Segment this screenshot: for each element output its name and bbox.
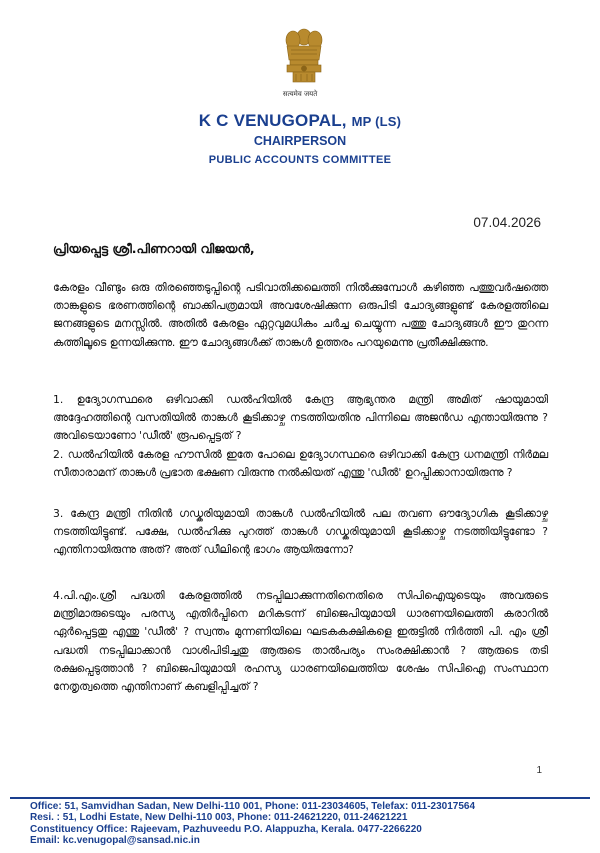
footer-contact bbox=[30, 801, 590, 846]
letter-date: 07.04.2026 bbox=[473, 215, 541, 230]
sender-designation: CHAIRPERSON bbox=[253, 134, 347, 148]
intro-paragraph: കേരളം വീണ്ടും ഒരു തിരഞ്ഞെടുപ്പിന്റെ പടിവാതിക്കലെത്തി നിൽക്കുമ്പോൾ കഴിഞ്ഞ പത്തുവർഷത്തെ താങ്കളുടെ ഭരണത്തിന്റെ ബാക്കിപത്രമായി അവശേഷിക്കുന്ന ഒരുപിടി ചോദ്യങ്ങളുണ്ട് കേരളത്തിലെ ജനങ്ങളുടെ മനസ്സിൽ. അതിൽ കേരളം ഏറ്റവുമധികം ചർച്ച ചെയ്യുന്ന പത്തു ചോദ്യങ്ങൾ ഈ തുറന്ന കത്തിലൂടെ ഉന്നയിക്കുന്നു. ഈ ചോദ്യങ്ങൾക്ക് താങ്കൾ ഉത്തരം പറയുമെന്നു പ്രതീക്ഷിക്കുന്നു. bbox=[53, 281, 548, 349]
question-paragraph-1-2: 1. ഉദ്യോഗസ്ഥരെ ഒഴിവാക്കി ഡൽഹിയിൽ കേന്ദ്ര ആഭ്യന്തര മന്ത്രി അമിത് ഷായുമായി അദ്ദേഹത്തിന്റെ വസതിയിൽ താങ്കൾ കൂടിക്കാഴ്ച നടത്തിയതിനു പിന്നിലെ അജൻഡ എന്തായിരുന്നു ? അവിടെയാണോ 'ഡീൽ' രൂപപ്പെട്ടത് ? 2. ഡൽഹിയിൽ കേരള ഹൗസിൽ ഇതേ പോലെ ഉദ്യോഗസ്ഥരെ ഒഴിവാക്കി കേന്ദ്ര ധനമന്ത്രി നിർമല സീതാരാമന് താങ്കൾ പ്രഭാത ഭക്ഷണ വിരുന്നു നൽകിയത് എന്തു 'ഡീൽ' ഉറപ്പിക്കാനായിരുന്നു ? bbox=[53, 393, 548, 479]
question-paragraph-4: 4.പി.എം.ശ്രീ പദ്ധതി കേരളത്തിൽ നടപ്പിലാക്കുന്നതിനെതിരെ സിപിഐയുടെയും അവരുടെ മന്ത്രിമാരുടെയും പരസ്യ എതിർപ്പിനെ മറികടന്ന് ബിജെപിയുമായി ധാരണയിലെത്തി കരാറിൽ ഏർപ്പെട്ടതു എന്തു 'ഡീൽ' ? സ്വന്തം മുന്നണിയിലെ ഘടകകക്ഷികളെ ഇരുട്ടിൽ നിർത്തി പി. എം ശ്രീ പദ്ധതി നടപ്പിലാക്കാൻ വാശിപിടിച്ചതു ആരുടെ താൽപര്യം സംരക്ഷിക്കാൻ ? ആരുടെ തടി രക്ഷപ്പെടുത്താൻ ? ബിജെപിയുമായി രഹസ്യ ധാരണയിലെത്തിയ ശേഷം സിപിഐ സംസ്ഥാന നേതൃത്വത്തെ എന്തിനാണ് കബളിപ്പിച്ചത് ? bbox=[53, 589, 548, 694]
footer-divider bbox=[10, 797, 590, 799]
page-number: 1 bbox=[536, 765, 542, 776]
state-emblem-icon bbox=[279, 26, 329, 86]
footer-residence: Resi. : 51, Lodhi Estate, New Delhi-110 003, Phone: 011-24621220, 011-24621221 bbox=[30, 812, 408, 824]
sender-name-suffix: MP (LS) bbox=[351, 114, 402, 129]
salutation: പ്രിയപ്പെട്ട ശ്രീ.പിണറായി വിജയൻ, bbox=[53, 241, 255, 256]
emblem-motto: सत्यमेव जयते bbox=[282, 90, 318, 98]
sender-name-text: K C VENUGOPAL, bbox=[198, 111, 347, 130]
footer-email: Email: kc.venugopal@sansad.nic.in bbox=[30, 834, 200, 846]
question-paragraph-3: 3. കേന്ദ്ര മന്ത്രി നിതിൻ ഗഡ്കരിയുമായി താങ്കൾ ഡൽഹിയിൽ പല തവണ ഔദ്യോഗിക കൂടിക്കാഴ്ച നടത്തിയിട്ടുണ്ട്. പക്ഷേ, ഡൽഹിക്കു പുറത്ത് താങ്കൾ ഗഡ്കരിയുമായി കൂടിക്കാഴ്ച നടത്തിയിട്ടുണ്ടോ ? എന്തിനായിരുന്നു അത്? അത് ഡീലിന്റെ ഭാഗം ആയിരുന്നോ? bbox=[53, 507, 548, 557]
footer-constituency: Constituency Office: Rajeevam, Pazhuveedu P.O. Alappuzha, Kerala. 0477-2266220 bbox=[30, 823, 422, 835]
footer-office: Office: 51, Samvidhan Sadan, New Delhi-110 001, Phone: 011-23034605, Telefax: 011-23017564 bbox=[30, 801, 476, 812]
sender-name bbox=[0, 111, 600, 131]
committee-name: PUBLIC ACCOUNTS COMMITTEE bbox=[208, 154, 392, 166]
